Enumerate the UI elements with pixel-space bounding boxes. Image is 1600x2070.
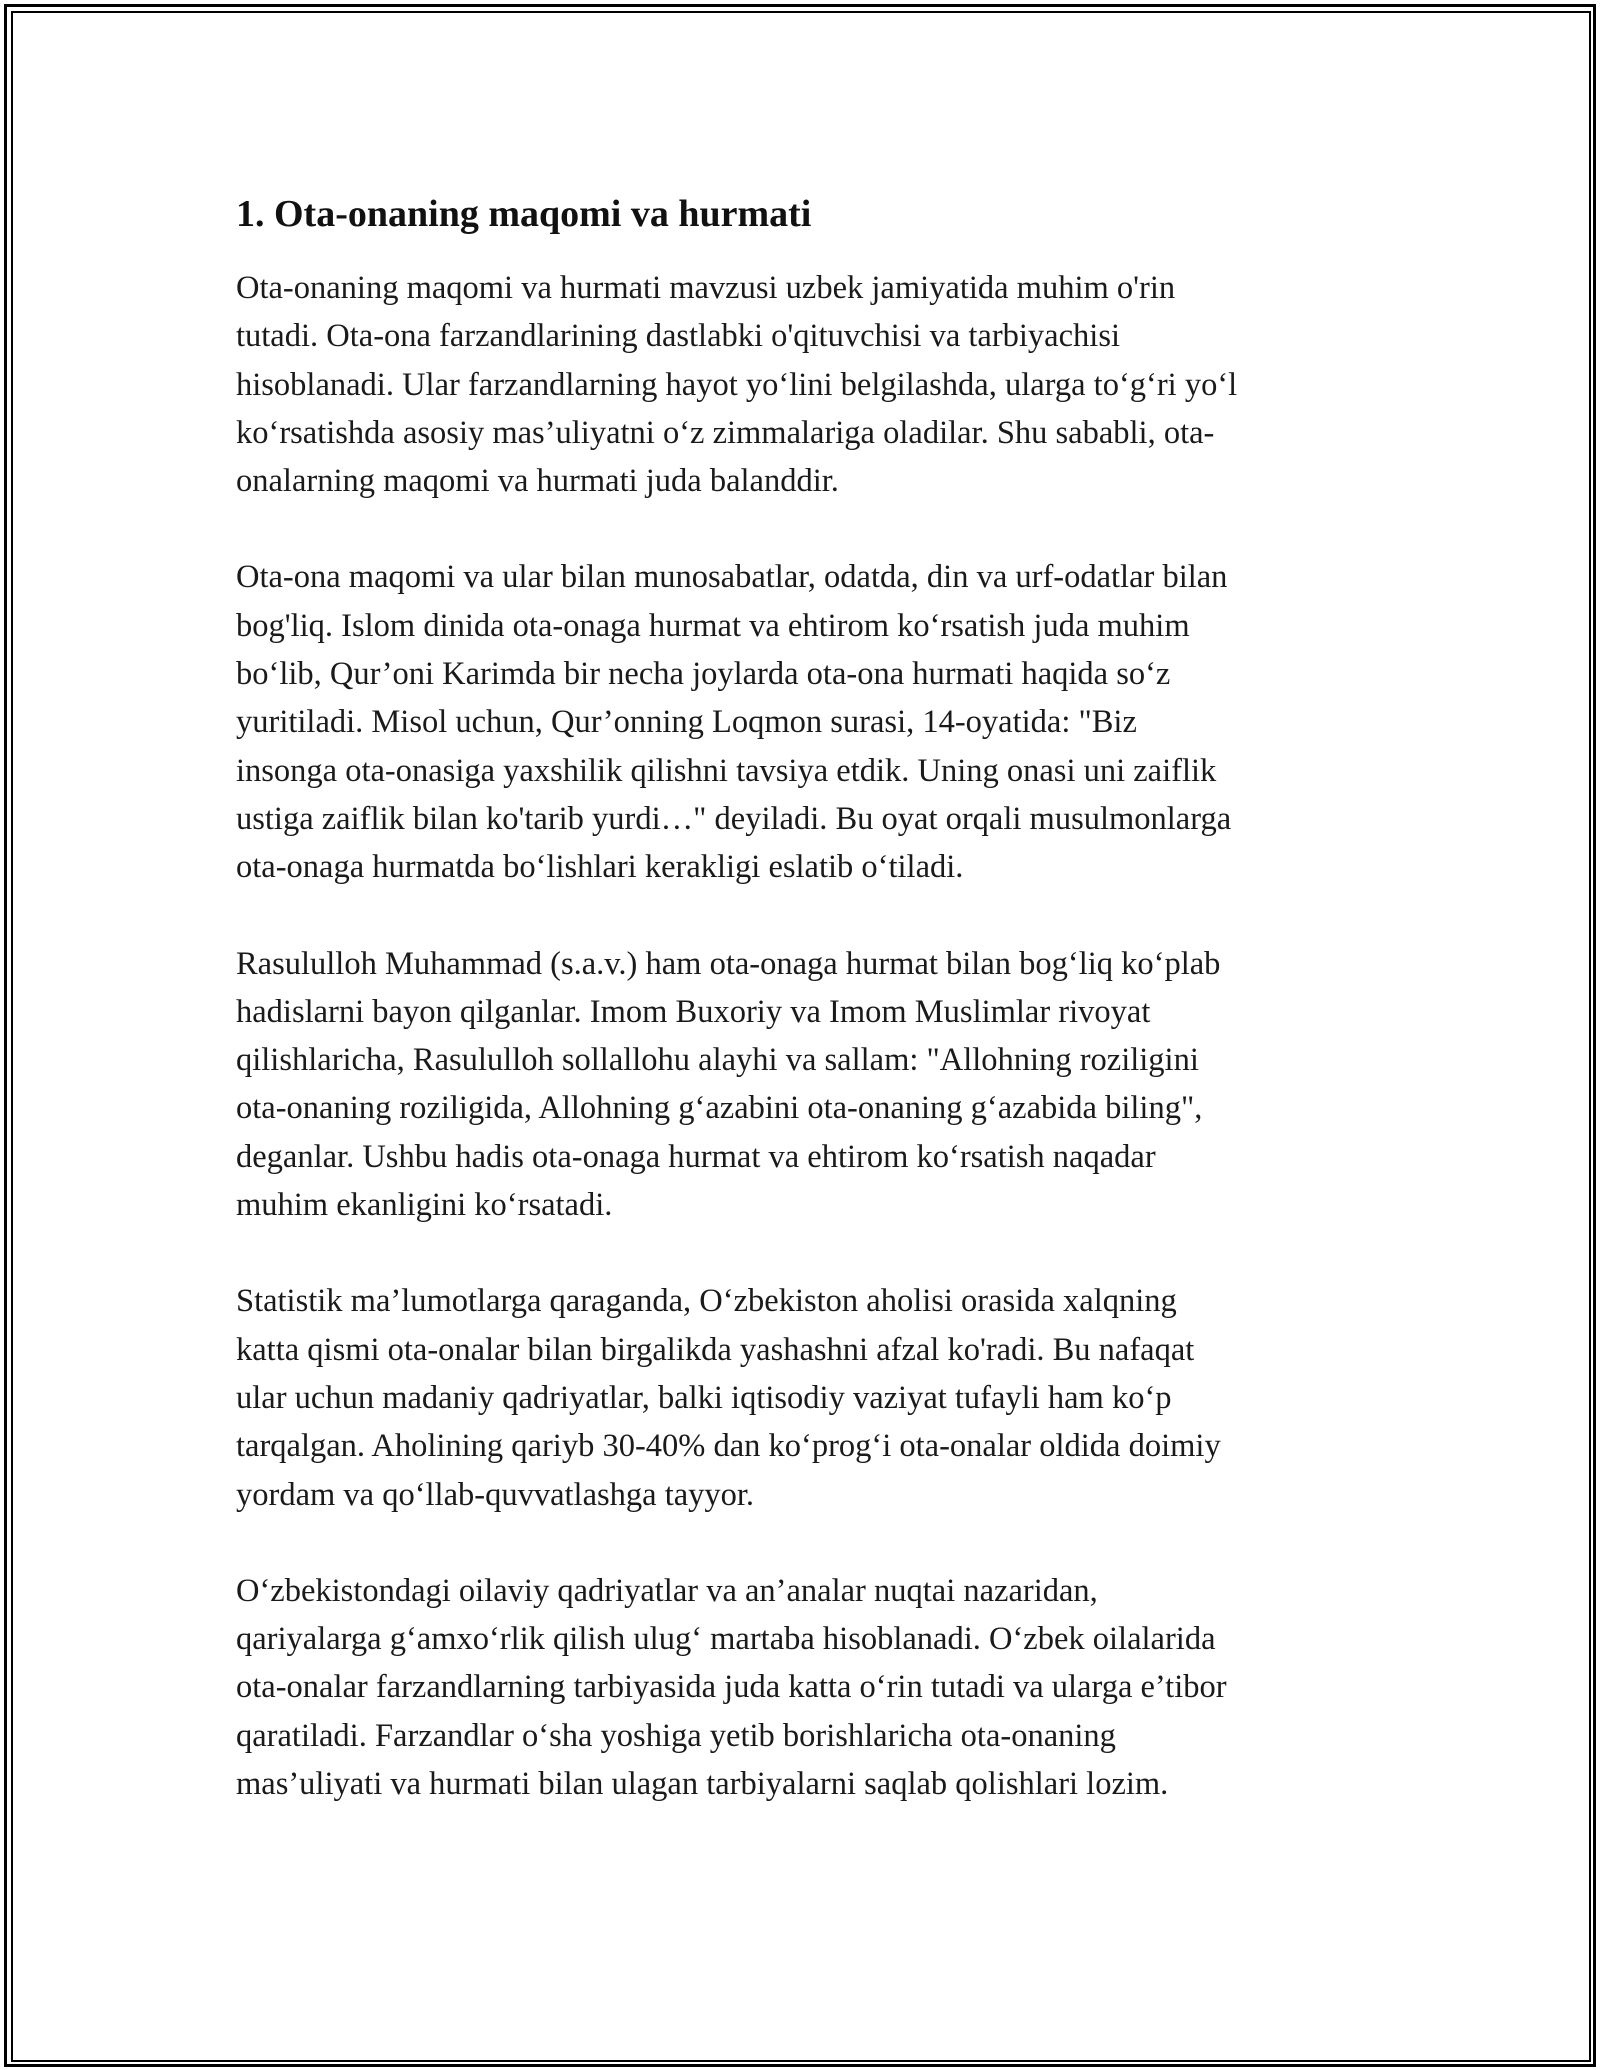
section-title: 1. Ota-onaning maqomi va hurmati <box>236 193 812 235</box>
document-body <box>236 186 1386 1808</box>
paragraph-intro: Ota-onaning maqomi va hurmati mavzusi uzbek jamiyatida muhim o'rin tutadi. Ota-ona farzandlarining dastlabki o'qituvchisi va tarbiyachisi hisoblanadi. Ular farzandlarning hayot yo‘lini belgilashda, ularga to‘g‘ri yo‘l ko‘rsatishda asosiy mas’uliyatni o‘z zimmalariga oladilar. Shu sababli, ota- onalarning maqomi va hurmati juda balanddir. <box>236 270 1238 500</box>
paragraph-hadith: Rasululloh Muhammad (s.a.v.) ham ota-onaga hurmat bilan bog‘liq ko‘plab hadislarni bayon qilganlar. Imom Buxoriy va Imom Muslimlar rivoyat qilishlaricha, Rasululloh sollallohu alayhi va sallam: "Allohning roziligini ota-onaning roziligida, Allohning g‘azabini ota-onaning g‘azabida biling", deganlar. Ushbu hadis ota-onaga hurmat va ehtirom ko‘rsatish naqadar muhim ekanligini ko‘rsatadi. <box>236 945 1221 1224</box>
paragraph-religion: Ota-ona maqomi va ular bilan munosabatlar, odatda, din va urf-odatlar bilan bog'liq. Islom dinida ota-onaga hurmat va ehtirom ko‘rsatish juda muhim bo‘lib, Qur’oni Karimda bir necha joylarda ota-ona hurmati haqida so‘z yuritiladi. Misol uchun, Qur’onning Loqmon surasi, 14-oyatida: "Biz insonga ota-onasiga yaxshilik qilishni tavsiya etdik. Uning onasi uni zaiflik ustiga zaiflik bilan ko'tarib yurdi…" deyiladi. Bu oyat orqali musulmonlarga ota-onaga hurmatda bo‘lishlari kerakligi eslatib o‘tiladi. <box>236 559 1232 886</box>
paragraph-family-values: O‘zbekistondagi oilaviy qadriyatlar va an’analar nuqtai nazaridan, qariyalarga g‘amxo‘rlik qilish ulug‘ martaba hisoblanadi. O‘zbek oilalarida ota-onalar farzandlarning tarbiyasida juda katta o‘rin tutadi va ularga e’tibor qaratiladi. Farzandlar o‘sha yoshiga yetib borishlaricha ota-onaning mas’uliyati va hurmati bilan ulagan tarbiyalarni saqlab qolishlari lozim. <box>236 1572 1227 1803</box>
paragraph-statistics: Statistik ma’lumotlarga qaraganda, O‘zbekiston aholisi orasida xalqning katta qismi ota-onalar bilan birgalikda yashashni afzal ko'radi. Bu nafaqat ular uchun madaniy qadriyatlar, balki iqtisodiy vaziyat tufayli ham ko‘p tarqalgan. Aholining qariyb 30-40% dan ko‘prog‘i ota-onalar oldida doimiy yordam va qo‘llab-quvvatlashga tayyor. <box>236 1283 1221 1513</box>
